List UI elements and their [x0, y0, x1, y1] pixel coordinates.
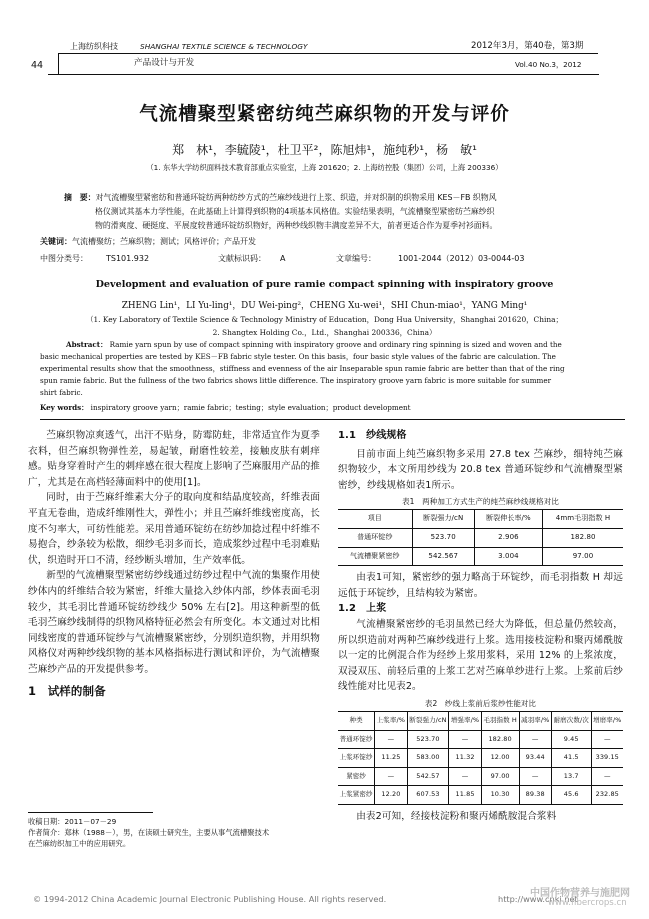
issue-info-cn: 2012年3月，第40卷，第3期	[471, 41, 584, 51]
sizing-row	[338, 730, 623, 749]
classification-row	[40, 253, 620, 266]
sizing-cell: 上浆环锭纱	[339, 753, 373, 762]
clc-label: 中图分类号：	[40, 254, 88, 263]
sizing-cell: 607.53	[407, 786, 449, 805]
yarn-spec-cell: 气流槽聚紧密纱	[349, 551, 400, 560]
keywords-label-cn: 关键词：	[40, 237, 72, 246]
header-rule-lower	[48, 74, 599, 75]
sizing-table	[338, 711, 623, 805]
sizing-row	[338, 749, 623, 768]
keywords-text-cn: 气流槽聚纺；苎麻织物；测试；风格评价；产品开发	[72, 237, 256, 246]
sizing-cell: —	[449, 730, 481, 749]
paragraph: 苎麻织物凉爽透气，出汗不贴身，防霉防蛀，非常适宜作为夏季衣料，但苎麻织物弹性差，易起皱，耐磨性较差，接触皮肤有刺痒感。贴身穿着时产生的刺痒感在很大程度上影响了苎麻服用产品的推广，尤其是在高档轻薄面料中的使用[1]。	[28, 430, 320, 488]
sizing-cell: 542.57	[407, 767, 449, 786]
table-caption: 表2 纱线上浆前后浆纱性能对比	[424, 698, 537, 708]
article-title-cn: 气流槽聚型紧密纺纯苎麻织物的开发与评价	[139, 104, 510, 125]
yarn-spec-cell: 97.00	[543, 547, 623, 566]
footnote-rule	[28, 812, 153, 813]
abstract-cn	[64, 191, 604, 233]
header-rule	[58, 53, 598, 54]
sizing-cell: 9.45	[551, 730, 591, 749]
sizing-header-cell: 减羽率/%	[519, 711, 551, 730]
sizing-cell: 89.38	[519, 786, 551, 805]
sizing-cell: —	[591, 730, 623, 749]
author-bio: 作者简介：郑林（1988－），男，在读硕士研究生，主要从事气流槽聚技术	[28, 828, 270, 837]
abstract-en-line: Ramie yarn spun by use of compact spinning with inspiratory groove and ordinary ring spinning is sized and woven and the	[109, 340, 562, 349]
sizing-cell: 上浆紧密纱	[339, 790, 373, 799]
sizing-cell: 523.70	[407, 730, 449, 749]
yarn-spec-header-cell: 断裂伸长率/%	[474, 510, 542, 529]
sizing-header-cell: 耐磨次数/次	[551, 711, 591, 730]
abstract-label-en: Abstract：	[66, 340, 108, 349]
sizing-cell: —	[375, 767, 407, 786]
paragraph: 目前市面上纯苎麻织物多采用 27.8 tex 苎麻纱，细特纯苎麻织物较少，本文所用纱线为 20.8 tex 普通环锭纱和气流槽聚型紧密纱，纱线规格如表1所示。	[338, 448, 623, 491]
section-label: 产品设计与开发	[134, 58, 195, 68]
yarn-spec-table	[338, 509, 623, 566]
sizing-cell: 13.7	[551, 767, 591, 786]
yarn-spec-row	[338, 528, 623, 547]
sizing-cell: 583.00	[407, 749, 449, 768]
sizing-cell: —	[449, 767, 481, 786]
abstract-en-line: shirt fabric.	[40, 388, 83, 397]
yarn-spec-cell: 3.004	[474, 547, 542, 566]
sizing-cell: 12.20	[375, 786, 407, 805]
watermark-text: 中国作物营养与施肥网	[530, 888, 630, 899]
affiliation-en-2: 2. Shangtex Holding Co.，Ltd.，Shanghai 200336，China）	[212, 328, 437, 337]
received-date: 收稿日期：2011－07－29	[28, 817, 117, 826]
authors-cn: 郑 林¹，李毓陵¹，杜卫平²，陈旭炜¹，施纯秒¹，杨 敏¹	[172, 143, 477, 157]
sizing-cell: 339.15	[591, 749, 623, 768]
sizing-cell: —	[519, 730, 551, 749]
subsection-heading: 1.2 上浆	[338, 603, 387, 615]
section-heading: 1 试样的制备	[28, 683, 106, 698]
authors-en: ZHENG Lin¹，LI Yu-ling¹，DU Wei-ping²，CHENG Xu-wei¹，SHI Chun-miao¹，YANG Ming¹	[121, 301, 528, 311]
yarn-spec-cell: 2.906	[474, 528, 542, 547]
sizing-header-cell: 毛羽指数 H	[481, 711, 519, 730]
keywords-label-en: Key words：	[40, 403, 89, 412]
abstract-cn-line: 格仪测试其基本力学性能，在此基础上计算得到织物的4项基本风格值。实验结果表明，气流槽聚型紧密纺苎麻纱织	[95, 207, 495, 216]
abstract-cn-line: 物的滑爽度、硬挺度、平展度较普通环锭纺织物好，两种纱线织物丰满度差异不大，前者更适合作为夏季衬衫面料。	[95, 221, 498, 230]
paragraph: 气流槽聚紧密纱的毛羽虽然已经大为降低，但总量仍然较高，所以织造前对两种苎麻纱线进行上浆。选用接枝淀粉和聚丙烯酰胺以一定的比例混合作为经纱上浆用浆料，采用 12% 的上浆浓度，双浸双压、前轻后重的上浆工艺对苎麻单纱进行上浆。上浆前后纱线性能对比见表2。	[338, 618, 623, 693]
doc-code-label: 文献标识码：	[218, 254, 266, 263]
abstract-en-line: spun ramie fabric. But the fullness of the two fabrics shows little difference. The inspiratory groove yarn fabric is more suitable for summer	[40, 376, 552, 385]
sizing-cell: 11.32	[449, 749, 481, 768]
sizing-cell: —	[519, 767, 551, 786]
keywords-text-en: inspiratory groove yarn；ramie fabric；testing；style evaluation；product development	[90, 403, 411, 412]
yarn-spec-header-cell: 断裂强力/cN	[412, 510, 474, 529]
article-title-en: Development and evaluation of pure ramie compact spinning with inspiratory groove	[95, 279, 554, 290]
sizing-header-cell: 断裂强力/cN	[407, 711, 449, 730]
sizing-cell: —	[375, 730, 407, 749]
footnotes	[28, 816, 328, 849]
issue-info-en: Vol.40 No.3，2012	[515, 60, 582, 69]
journal-name-en: SHANGHAI TEXTILE SCIENCE & TECHNOLOGY	[140, 42, 308, 51]
paragraph: 同时，由于苎麻纤维素大分子的取向度和结晶度较高，纤维表面平直无卷曲，造成纤维刚性大，弹性小；并且苎麻纤维线密度高，长度不匀率大，可纺性能差。采用普通环锭纺在纺纱加捻过程中纤维不易抱合，纱条较为松散，细纱毛羽多而长，造成浆纱过程中毛羽难贴伏，织造时开口不清，经纱断头增加，生产效率低。	[28, 492, 320, 566]
yarn-spec-cell: 542.567	[412, 547, 474, 566]
yarn-spec-row	[338, 547, 623, 566]
abstract-en-line: basic mechanical properties are tested by KES－FB fabric style tester. On this basis，four basic style values of the fabric are calculation. The	[40, 352, 556, 361]
sizing-cell: 45.6	[551, 786, 591, 805]
sizing-cell: 12.00	[481, 749, 519, 768]
article-number-label: 文章编号：	[336, 254, 376, 263]
sizing-cell: 紧密纱	[346, 771, 366, 780]
sizing-row	[338, 767, 623, 786]
sizing-row	[338, 786, 623, 805]
paragraph: 由表1可知，紧密纱的强力略高于环锭纱，而毛羽指数 H 却远远低于环锭纱，且结构较为紧密。	[338, 572, 623, 599]
sizing-cell: 11.85	[449, 786, 481, 805]
doc-code-value: A	[280, 254, 286, 263]
page-number-divider	[58, 54, 59, 75]
abstract-label-cn: 摘 要：	[64, 193, 96, 202]
sizing-cell: 182.80	[481, 730, 519, 749]
affiliation-en-1: （1. Key Laboratory of Textile Science & Technology Ministry of Education，Dong Hua University，Shanghai 201620，China；	[86, 315, 563, 324]
watermark-url: www.fibercrops.cn	[548, 898, 627, 908]
abstract-en	[40, 339, 625, 399]
affiliation-cn: （1. 东华大学纺织面料技术教育部重点实验室，上海 201620；2. 上海纺控股（集团）公司，上海 200336）	[146, 163, 503, 172]
sizing-header-cell: 增磨率/%	[591, 711, 623, 730]
sizing-cell: 普通环锭纱	[339, 734, 373, 743]
keywords-cn	[40, 236, 256, 249]
yarn-spec-cell: 182.80	[543, 528, 623, 547]
sizing-cell: 232.85	[591, 786, 623, 805]
subsection-heading: 1.1 纱线规格	[338, 430, 407, 441]
cnki-link[interactable]: http://www.cnki.net	[498, 894, 578, 904]
sizing-header-cell: 种类	[349, 715, 363, 724]
abstract-cn-line: 对气流槽聚型紧密纺和普通环锭纺两种纺纱方式的苎麻纱线进行上浆、织造，并对织制的织物采用 KES－FB 织物风	[95, 193, 497, 202]
abstract-en-line: experimental results show that the smoothness，stiffness and evenness of the air Inseparable spun ramie fabric are better than that of the ring	[40, 364, 565, 373]
yarn-spec-cell: 普通环锭纱	[357, 532, 393, 541]
left-column	[28, 428, 320, 699]
sizing-cell: 10.30	[481, 786, 519, 805]
yarn-spec-cell: 523.70	[412, 528, 474, 547]
right-column	[338, 428, 623, 824]
sizing-cell: 97.00	[481, 767, 519, 786]
sizing-header-cell: 上浆率/%	[375, 711, 407, 730]
sizing-cell: —	[591, 767, 623, 786]
paragraph: 新型的气流槽聚型紧密纺纱线通过纺纱过程中气流的集聚作用使纱体内的纤维结合较为紧密，纤维大量捻入纱体内部，纱体表面毛羽较少，其毛羽比普通环锭纺纱线少 50% 左右[2]。用这种新型的低毛羽苎麻纱线制得的织物风格特征必然会有所变化。本文通过对比相同线密度的普通环锭纱与气流槽聚紧密纱，分别织造织物，并用织物风格仪对两种纱线织物的基本风格指标进行测试和评价，为气流槽聚苎麻纱产品的开发提供参考。	[28, 570, 320, 675]
journal-name-cn: 上海纺织科技	[70, 42, 118, 51]
yarn-spec-header-cell: 项目	[367, 514, 382, 523]
author-bio-cont: 在苎麻纺织加工中的应用研究。	[28, 839, 131, 848]
sizing-cell: 41.5	[551, 749, 591, 768]
table-caption: 表1 两种加工方式生产的纯苎麻纱线规格对比	[402, 497, 559, 507]
abstract-divider	[40, 419, 625, 420]
paragraph: 由表2可知，经接枝淀粉和聚丙烯酰胺混合浆料	[356, 810, 557, 822]
yarn-spec-header-cell: 4mm毛羽指数 H	[543, 510, 623, 529]
sizing-cell: 11.25	[375, 749, 407, 768]
keywords-en	[40, 403, 411, 413]
page-number: 44	[31, 60, 44, 71]
copyright-notice: © 1994-2012 China Academic Journal Electronic Publishing House. All rights reserved.	[33, 894, 387, 904]
article-number-value: 1001-2044（2012）03-0044-03	[398, 254, 525, 263]
sizing-cell: 93.44	[519, 749, 551, 768]
sizing-header-cell: 增强率/%	[449, 711, 481, 730]
clc-value: TS101.932	[106, 254, 150, 263]
